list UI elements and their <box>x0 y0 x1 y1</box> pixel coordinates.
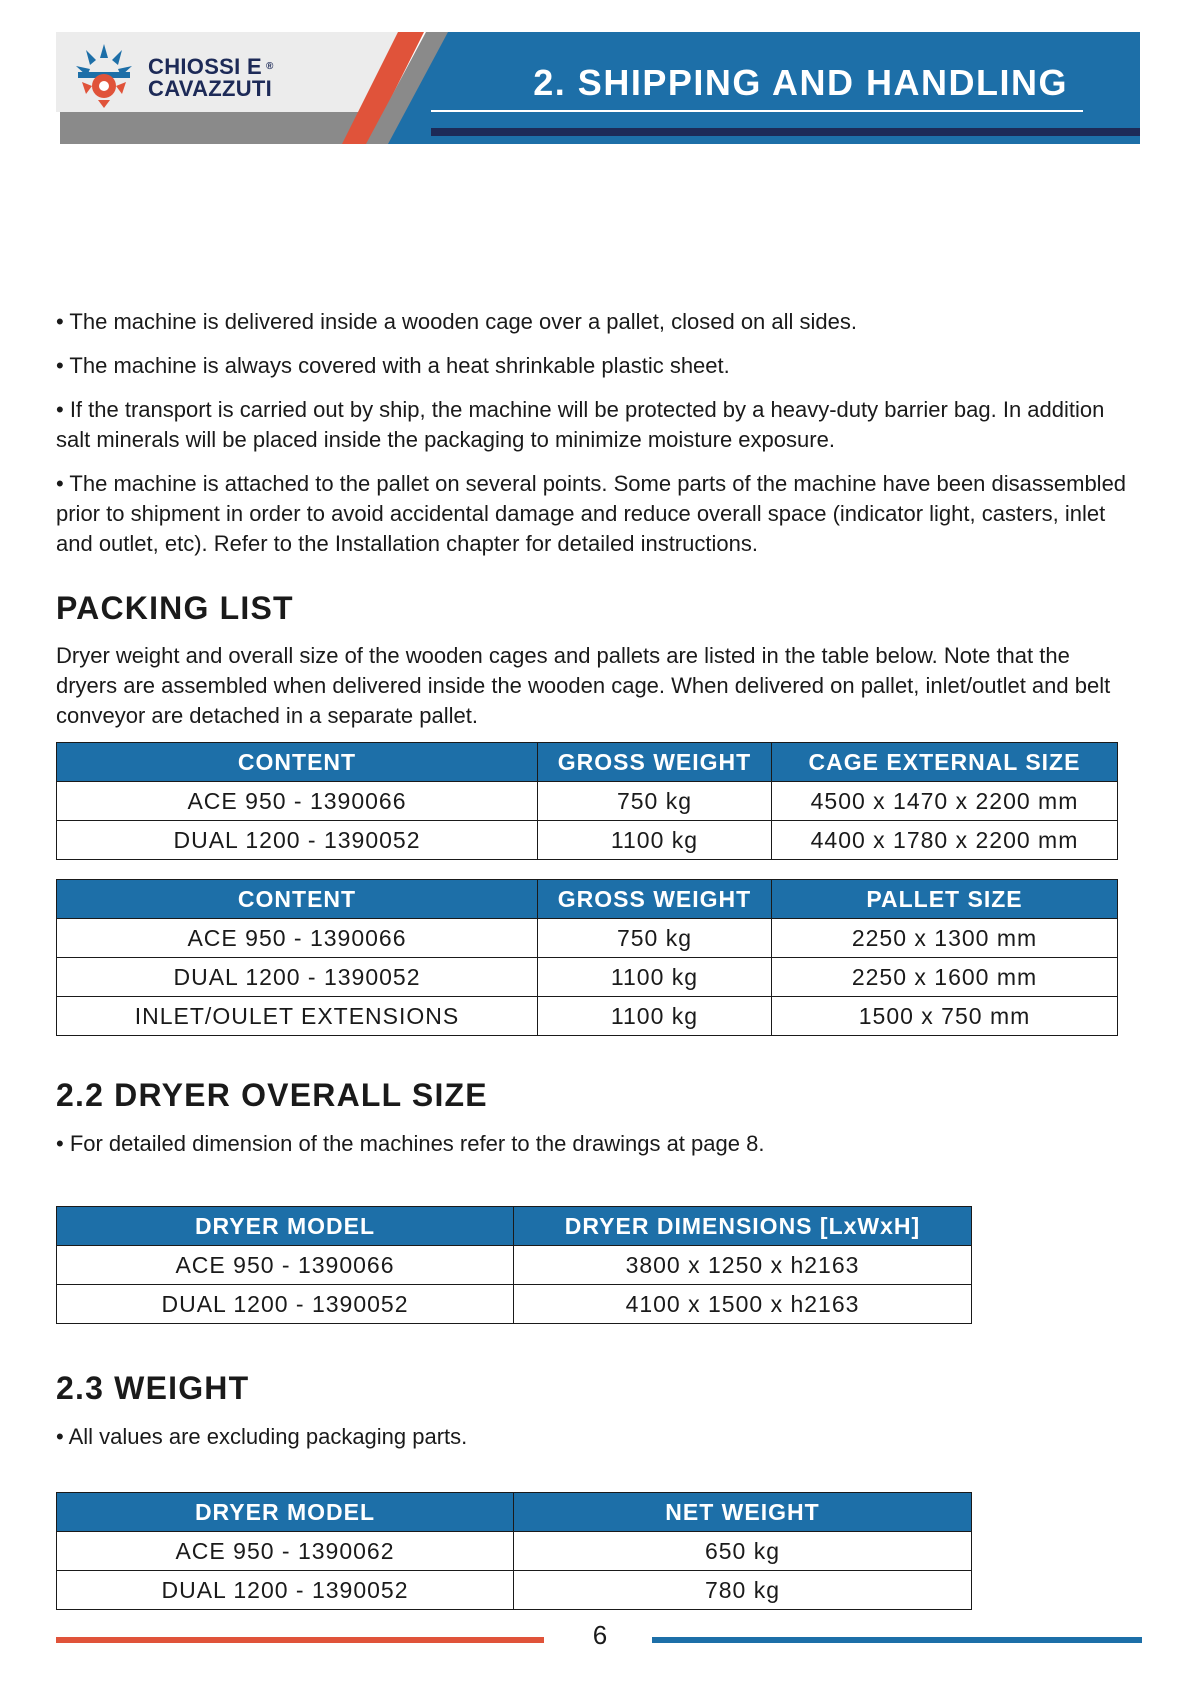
page-header <box>56 32 1140 144</box>
table-cell: DUAL 1200 - 1390052 <box>57 958 538 997</box>
table-cell: 2250 x 1600 mm <box>772 958 1118 997</box>
table-cell: DUAL 1200 - 1390052 <box>57 1285 514 1324</box>
table-row <box>57 919 1118 958</box>
table-header-row <box>57 1207 972 1246</box>
table-cell: DUAL 1200 - 1390052 <box>57 1571 514 1610</box>
brand-name <box>148 56 274 100</box>
pallet-size-table <box>56 879 1118 1036</box>
table-header-row <box>57 1493 972 1532</box>
registered-mark: ® <box>265 61 274 72</box>
table-cell: ACE 950 - 1390066 <box>57 919 538 958</box>
cage-size-table <box>56 742 1118 860</box>
column-header: NET WEIGHT <box>514 1493 972 1532</box>
weight-heading: 2.3 WEIGHT <box>56 1370 250 1406</box>
column-header: DRYER MODEL <box>57 1207 514 1246</box>
overall-size-heading: 2.2 DRYER OVERALL SIZE <box>56 1077 488 1113</box>
table-cell: 750 kg <box>538 782 772 821</box>
column-header: DRYER DIMENSIONS [LxWxH] <box>514 1207 972 1246</box>
table-cell: 750 kg <box>538 919 772 958</box>
packing-list-heading: PACKING LIST <box>56 590 294 626</box>
dryer-dimensions-table <box>56 1206 972 1324</box>
table-cell: 4400 x 1780 x 2200 mm <box>772 821 1118 860</box>
column-header: CONTENT <box>57 743 538 782</box>
table-cell: 780 kg <box>514 1571 972 1610</box>
table-cell: ACE 950 - 1390066 <box>57 782 538 821</box>
column-header: DRYER MODEL <box>57 1493 514 1532</box>
table-cell: 1500 x 750 mm <box>772 997 1118 1036</box>
table-row <box>57 821 1118 860</box>
section-title: 2. SHIPPING AND HANDLING <box>533 62 1068 103</box>
footer-right-rule <box>652 1637 1142 1643</box>
intro-paragraph-3: • If the transport is carried out by ship, the machine will be protected by a heavy-duty barrier bag. In addition salt minerals will be placed inside the packaging to minimize moisture exposure. <box>56 397 1105 452</box>
table-cell: ACE 950 - 1390066 <box>57 1246 514 1285</box>
table-cell: INLET/OULET EXTENSIONS <box>57 997 538 1036</box>
column-header: PALLET SIZE <box>772 880 1118 919</box>
intro-paragraph-1: • The machine is delivered inside a wooden cage over a pallet, closed on all sides. <box>56 309 857 334</box>
table-cell: ACE 950 - 1390062 <box>57 1532 514 1571</box>
weight-text: • All values are excluding packaging parts. <box>56 1424 468 1449</box>
table-cell: 4100 x 1500 x h2163 <box>514 1285 972 1324</box>
table-cell: 3800 x 1250 x h2163 <box>514 1246 972 1285</box>
table-row <box>57 1532 972 1571</box>
table-cell: 1100 kg <box>538 821 772 860</box>
page-number: 6 <box>592 1620 608 1650</box>
packing-list-text: Dryer weight and overall size of the wooden cages and pallets are listed in the table below. Note that the dryers are assembled when delivered inside the wooden cage. When delivered on pallet, inlet/outlet and belt conveyor are detached in a separate pallet. <box>56 643 1111 728</box>
column-header: GROSS WEIGHT <box>538 880 772 919</box>
table-cell: 4500 x 1470 x 2200 mm <box>772 782 1118 821</box>
table-header-row <box>57 743 1118 782</box>
brand-line-2: CAVAZZUTI <box>148 76 273 101</box>
table-cell: 2250 x 1300 mm <box>772 919 1118 958</box>
company-logo-icon <box>68 38 140 110</box>
overall-size-text: • For detailed dimension of the machines refer to the drawings at page 8. <box>56 1131 765 1156</box>
net-weight-table <box>56 1492 972 1610</box>
table-cell: DUAL 1200 - 1390052 <box>57 821 538 860</box>
table-row <box>57 1285 972 1324</box>
column-header: CAGE EXTERNAL SIZE <box>772 743 1118 782</box>
footer-left-rule <box>56 1637 544 1643</box>
table-row <box>57 782 1118 821</box>
table-header-row <box>57 880 1118 919</box>
table-cell: 1100 kg <box>538 997 772 1036</box>
table-row <box>57 1571 972 1610</box>
column-header: CONTENT <box>57 880 538 919</box>
brand-line-1: CHIOSSI E <box>148 54 262 79</box>
table-cell: 1100 kg <box>538 958 772 997</box>
column-header: GROSS WEIGHT <box>538 743 772 782</box>
intro-paragraph-4: • The machine is attached to the pallet on several points. Some parts of the machine have been disassembled prior to shipment in order to avoid accidental damage and reduce overall space (indicator light, casters, inlet and outlet, etc). Refer to the Installation chapter for detailed instructions. <box>56 471 1127 556</box>
table-row <box>57 1246 972 1285</box>
table-cell: 650 kg <box>514 1532 972 1571</box>
table-row <box>57 958 1118 997</box>
table-row <box>57 997 1118 1036</box>
intro-paragraph-2: • The machine is always covered with a heat shrinkable plastic sheet. <box>56 353 730 378</box>
